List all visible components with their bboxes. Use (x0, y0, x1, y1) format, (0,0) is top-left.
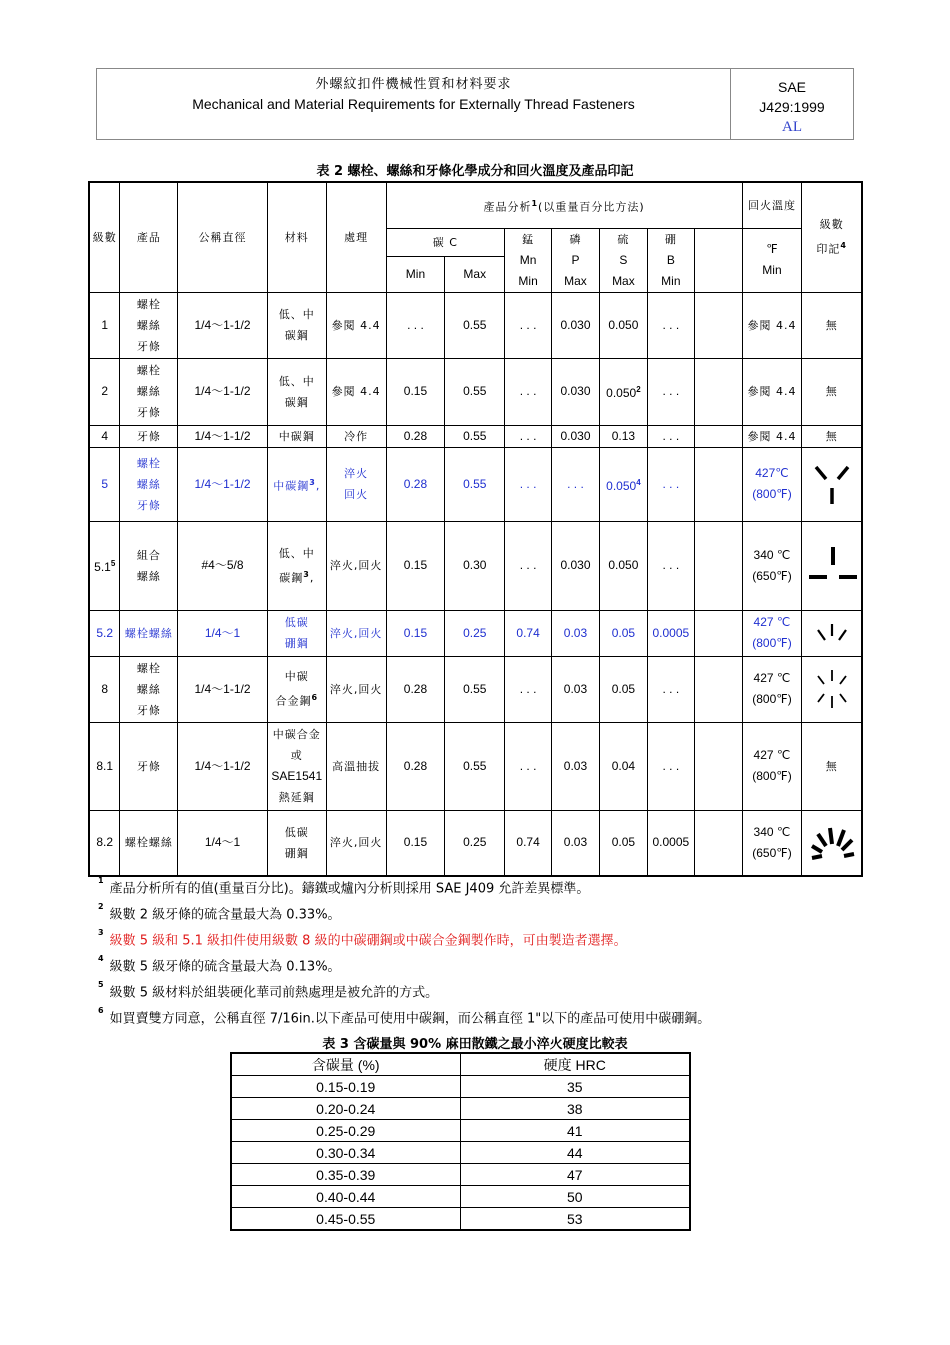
th-hardness: 硬度 HRC (460, 1053, 690, 1076)
grade51-mark-icon (802, 521, 862, 610)
grade82-mark-icon (802, 810, 862, 876)
th-product-analysis: 產品分析$^1$(以重量百分比方法) (386, 182, 742, 228)
footnote-6: $^6$如買賣雙方同意，公稱直徑 7/16in.以下產品可使用中碳鋼，而公稱直徑 1"以下的產品可使用中碳硼鋼。 (98, 1005, 711, 1026)
header-title-en: Mechanical and Material Requirements for Externally Thread Fasteners (192, 96, 635, 112)
document-header (96, 68, 854, 140)
standard-line-1: SAE (777, 79, 806, 95)
standard-line-3: AL (782, 119, 802, 135)
table-row: 2 螺栓 螺絲 牙條 1/4～1-1/2 低、中 碳鋼 參閱 4.4 0.15 0.55 . . . 0.030 0.050$^2$ . . . 參閱 4.4 無 (89, 358, 862, 425)
standard-line-2: J429:1999 (759, 99, 825, 115)
footnote-5: $^5$級數 5 級材料於組裝硬化華司前熱處理是被允許的方式。 (98, 979, 439, 1001)
table-row: 0.30-0.34 44 (231, 1142, 690, 1164)
table-row: 1 螺栓 螺絲 牙條 1/4～1-1/2 低、中 碳鋼 參閱 4.4 . . . 0.55 . . . 0.030 0.050 . . . 參閱 4.4 無 (89, 292, 862, 358)
footnote-1: $^1$產品分析所有的值(重量百分比)。鑄鐵或爐內分析則採用 SAE J409 允許差異標準。 (98, 876, 590, 897)
footnotes (98, 874, 710, 1030)
table-row: 0.25-0.29 41 (231, 1120, 690, 1142)
th-carbon-content: 含碳量 (%) (231, 1053, 460, 1076)
grade52-mark-icon (802, 610, 862, 656)
th-product: 產品 (120, 182, 178, 292)
table-row: 0.35-0.39 47 (231, 1164, 690, 1186)
th-empty (694, 228, 742, 292)
th-temper-unit: ℉ Min (742, 228, 802, 292)
table-row: 4 牙條 1/4～1-1/2 中碳鋼 冷作 0.28 0.55 . . . 0.030 0.13 . . . 參閱 4.4 無 (89, 425, 862, 447)
table-row: 8.1 牙條 1/4～1-1/2 中碳合金 或 SAE1541 熱延鋼 高溫抽拔 0.28 0.55 . . . 0.03 0.04 . . . 427 ℃ (800℉) 無 (89, 722, 862, 810)
table-row: 0.20-0.24 38 (231, 1098, 690, 1120)
th-p: 磷 P Max (552, 228, 600, 292)
th-s: 硫 S Max (599, 228, 647, 292)
footnote-4: $^4$級數 5 級牙條的硫含量最大為 0.13%。 (98, 953, 341, 975)
grade8-mark-icon (802, 656, 862, 722)
footnote-3: $^3$級數 5 級和 5.1 級扣件使用級數 8 級的中碳硼鋼或中碳合金鋼製作時，可由製造者選擇。 (98, 927, 627, 949)
th-temper: 回火溫度 (742, 182, 802, 228)
th-mn: 錳 Mn Min (505, 228, 552, 292)
th-grade: 級數 (89, 182, 120, 292)
table-row: 5 螺栓 螺絲 牙條 1/4～1-1/2 中碳鋼$^3$, 淬火 回火 0.28 0.55 . . . . . . 0.050$^4$ . . . 427℃ (800℉) (89, 447, 862, 521)
table3-header (231, 1053, 690, 1076)
table-row: 8 螺栓 螺絲 牙條 1/4～1-1/2 中碳 合金鋼$^6$ 淬火,回火 0.28 0.55 . . . 0.03 0.05 . . . 427 ℃ (800℉) (89, 656, 862, 722)
header-standard-cell (731, 69, 853, 139)
th-mark: 級數 印記$^4$ (802, 182, 862, 292)
th-b: 硼 B Min (647, 228, 694, 292)
table-row: 0.40-0.44 50 (231, 1186, 690, 1208)
table3-title: 表 3 含碳量與 90% 麻田散鐵之最小淬火硬度比較表 (322, 1037, 628, 1052)
th-c-min: Min (386, 256, 445, 292)
footnote-2: $^2$級數 2 級牙條的硫含量最大為 0.33%。 (98, 901, 341, 923)
table-row: $5.1^5$ 組合 螺絲 #4～5/8 低、中 碳鋼$^3$, 淬火,回火 0.15 0.30 . . . 0.030 0.050 . . . 340 ℃ (650℉) (89, 521, 862, 610)
header-title-cell (97, 69, 731, 139)
grade5-mark-icon (802, 447, 862, 521)
th-c-max: Max (445, 256, 505, 292)
table-row: 0.45-0.55 53 (231, 1208, 690, 1231)
th-carbon: 碳 C (386, 228, 505, 256)
table2 (88, 181, 863, 877)
th-material: 材料 (267, 182, 326, 292)
th-diameter: 公稱直徑 (178, 182, 268, 292)
th-treatment: 處理 (326, 182, 386, 292)
table3 (230, 1052, 691, 1231)
table-row: 8.2 螺栓螺絲 1/4～1 低碳 硼鋼 淬火,回火 0.15 0.25 0.74 0.03 0.05 0.0005 340 ℃ (650℉) (89, 810, 862, 876)
header-title-zh: 外螺紋扣件機械性質和材料要求 (315, 77, 512, 92)
table2-title: 表 2 螺栓、螺絲和牙條化學成分和回火溫度及產品印記 (316, 164, 634, 179)
table-row: 5.2 螺栓螺絲 1/4～1 低碳 硼鋼 淬火,回火 0.15 0.25 0.74 0.03 0.05 0.0005 427 ℃ (800℉) (89, 610, 862, 656)
table-row: 0.15-0.19 35 (231, 1076, 690, 1098)
